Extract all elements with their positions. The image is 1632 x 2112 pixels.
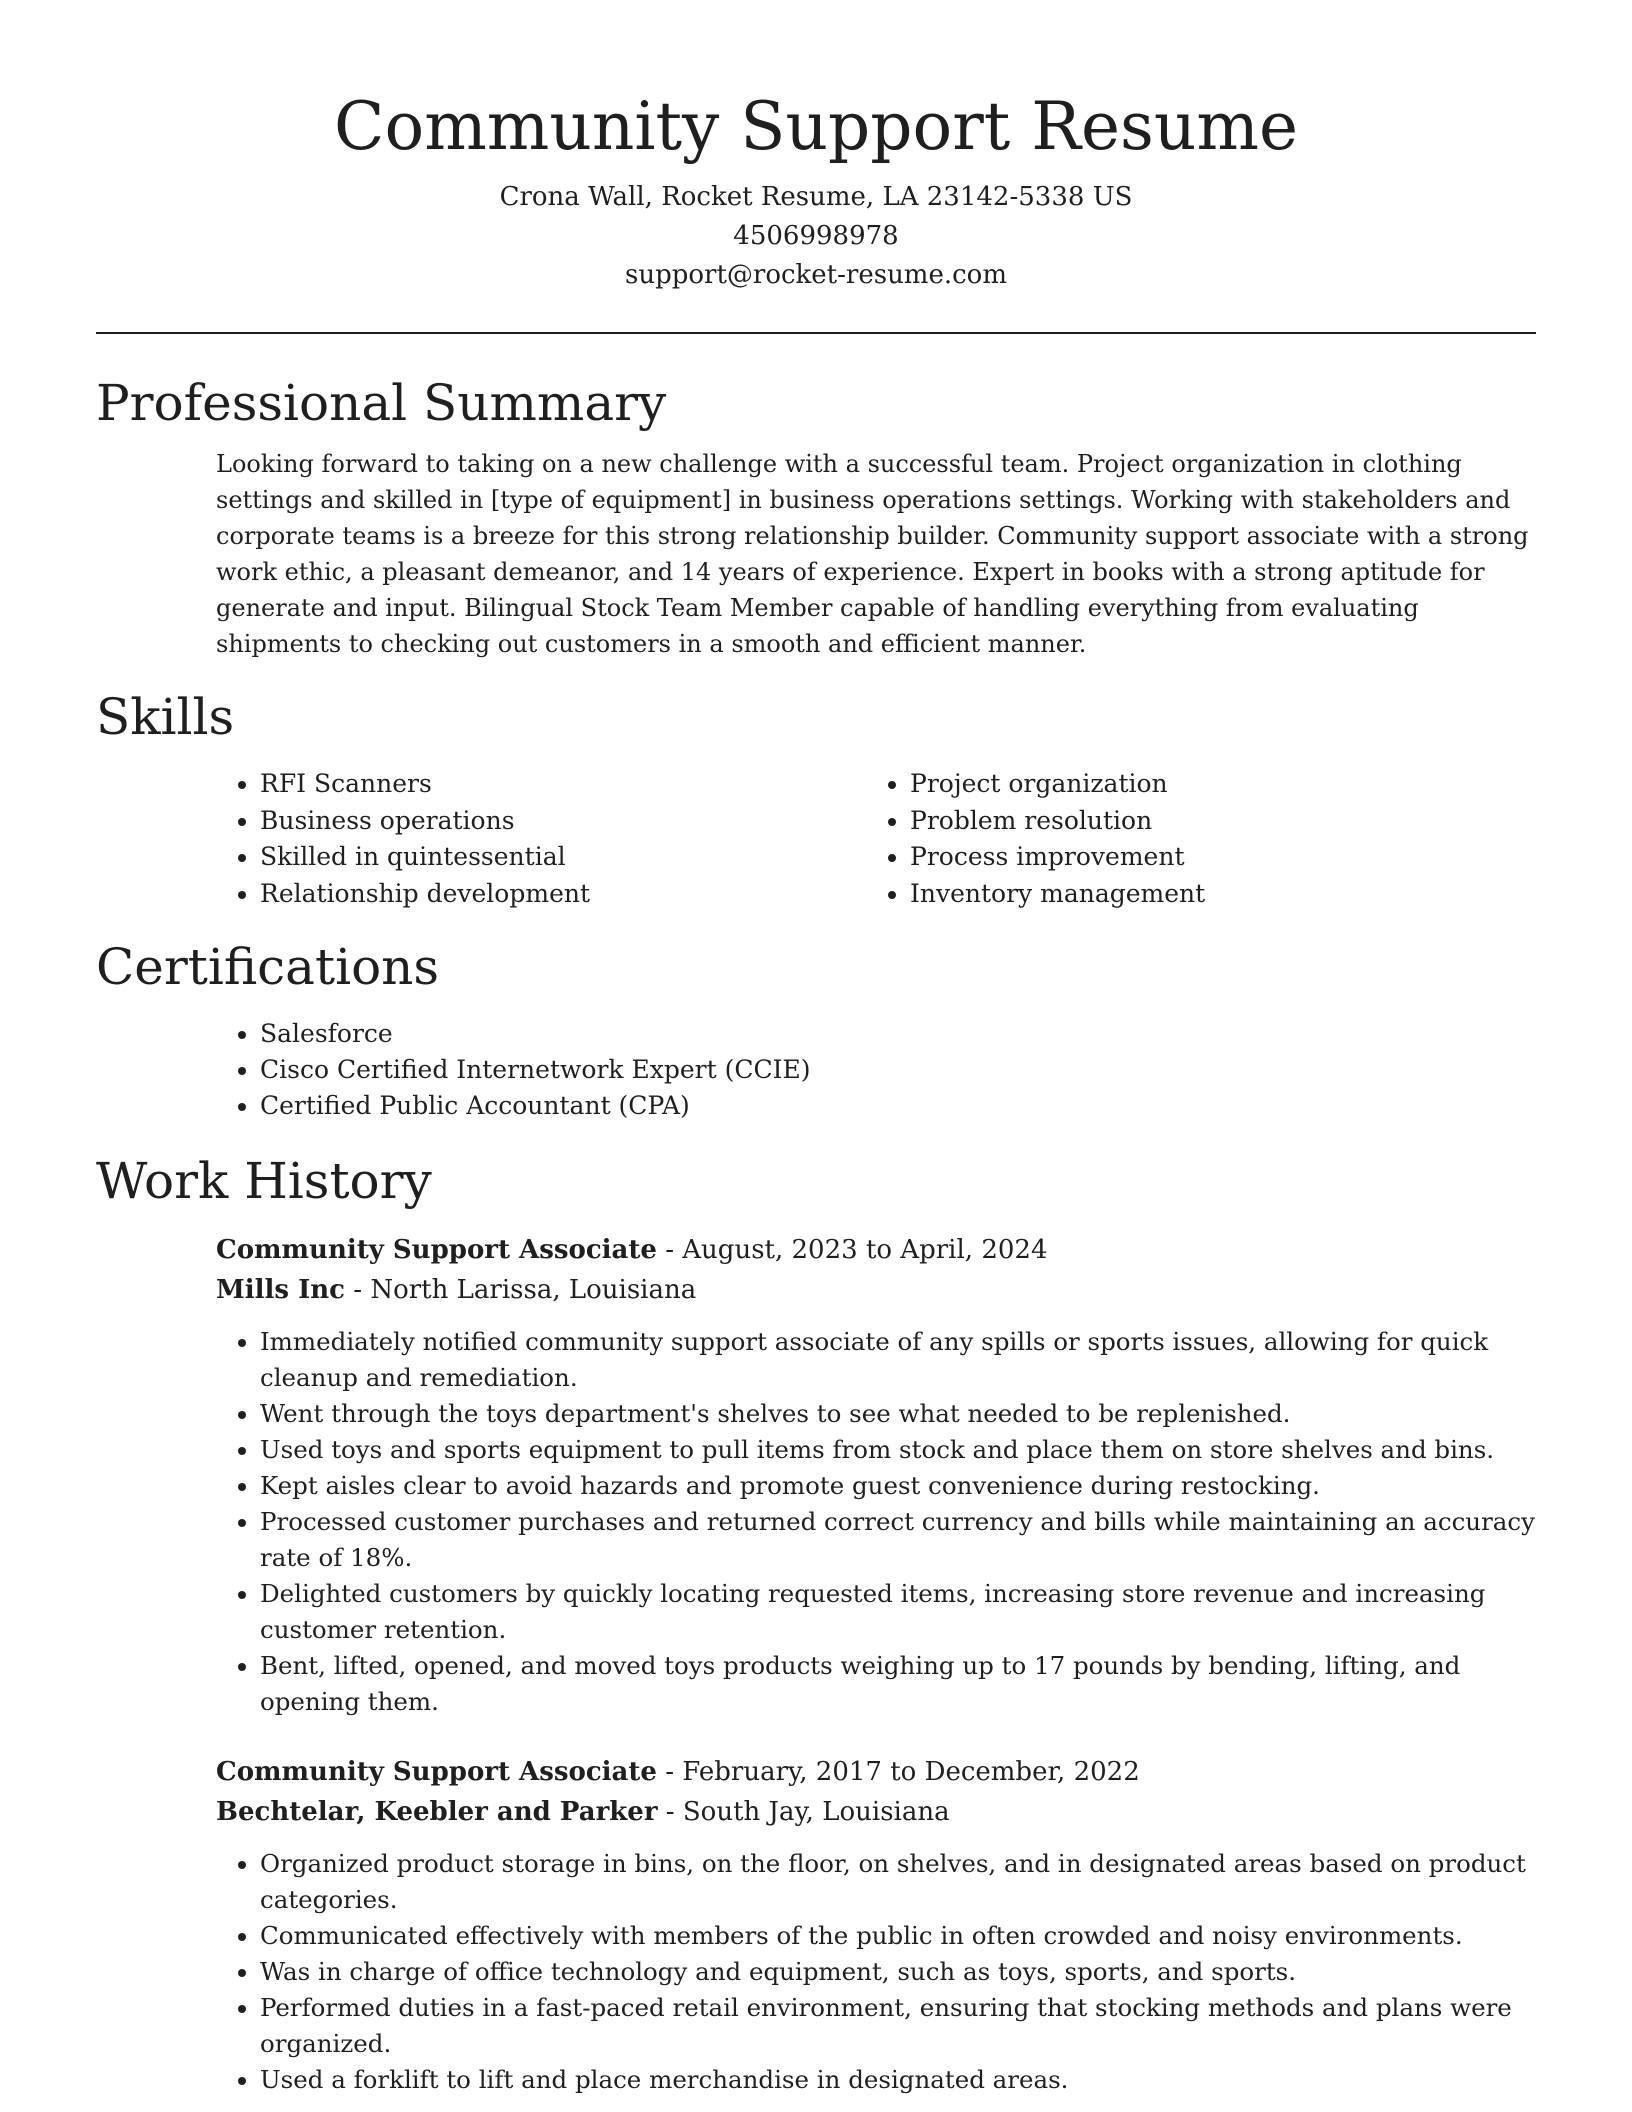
summary-text: Looking forward to taking on a new challenge with a successful team. Project organization in clothing settings and skilled in [type of equipment] in business operations settings. Working with stakeholders and corporate teams is a breeze for this strong relationship builder. Community support associate with a strong work ethic, a pleasant demeanor, and 14 years of experience. Expert in books with a strong aptitude for generate and input. Bilingual Stock Team Member capable of handling everything from evaluating shipments to checking out customers in a smooth and efficient manner. [216, 450, 1529, 658]
job-entry [216, 1230, 1540, 1720]
job-duties-list [216, 1846, 1540, 2098]
job-dates: August, 2023 to April, 2024 [682, 1235, 1048, 1265]
skill-item: • Relationship development [260, 876, 866, 913]
job-duty-item: • Used toys and sports equipment to pull items from stock and place them on store shelves and bins. [260, 1432, 1540, 1468]
skill-item: • RFI Scanners [260, 766, 866, 803]
resume-page [96, 0, 1536, 2098]
summary-heading: Professional Summary [96, 374, 667, 432]
certification-item: • Salesforce [260, 1016, 1536, 1052]
skills-heading: Skills [96, 688, 235, 746]
contact-email: support@rocket-resume.com [624, 260, 1007, 290]
skill-item: • Problem resolution [910, 803, 1516, 840]
job-duty-item: • Was in charge of office technology and equipment, such as toys, sports, and sports. [260, 1954, 1540, 1990]
job-separator: - [665, 1235, 683, 1265]
job-duty-item: • Communicated effectively with members of the public in often crowded and noisy environments. [260, 1918, 1540, 1954]
header-divider [96, 332, 1536, 334]
job-company-line [216, 1792, 1540, 1832]
job-duties-list [216, 1324, 1540, 1720]
job-separator: - [665, 1757, 683, 1787]
job-company-line [216, 1270, 1540, 1310]
skill-item: • Business operations [260, 803, 866, 840]
skill-item: • Skilled in quintessential [260, 839, 866, 876]
skills-list [216, 766, 1536, 912]
skill-item: • Process improvement [910, 839, 1516, 876]
certifications-list [216, 1016, 1536, 1124]
job-duty-item: • Performed duties in a fast-paced retail environment, ensuring that stocking methods and plans were organized. [260, 1990, 1540, 2062]
job-duty-item: • Used a forklift to lift and place merchandise in designated areas. [260, 2062, 1540, 2098]
job-role: Community Support Associate [216, 1757, 657, 1787]
job-separator: - [665, 1797, 683, 1827]
certification-item: • Cisco Certified Internetwork Expert (CCIE) [260, 1052, 1536, 1088]
job-company: Bechtelar, Keebler and Parker [216, 1797, 658, 1827]
skills-column-right [866, 766, 1516, 912]
job-duty-item: • Delighted customers by quickly locating requested items, increasing store revenue and increasing customer retention. [260, 1576, 1540, 1648]
job-location: North Larissa, Louisiana [370, 1275, 697, 1305]
skill-item: • Inventory management [910, 876, 1516, 913]
job-entry [216, 1752, 1540, 2098]
contact-address: Crona Wall, Rocket Resume, LA 23142-5338 US [499, 182, 1133, 212]
job-role: Community Support Associate [216, 1235, 657, 1265]
job-duty-item: • Organized product storage in bins, on the floor, on shelves, and in designated areas based on product categories. [260, 1846, 1540, 1918]
job-title-line [216, 1752, 1540, 1792]
contact-block [96, 178, 1536, 295]
job-duty-item: • Processed customer purchases and returned correct currency and bills while maintaining an accuracy rate of 18%. [260, 1504, 1540, 1576]
contact-phone: 4506998978 [733, 221, 899, 251]
job-duty-item: • Went through the toys department's shelves to see what needed to be replenished. [260, 1396, 1540, 1432]
job-duty-item: • Immediately notified community support associate of any spills or sports issues, allowing for quick cleanup and remediation. [260, 1324, 1540, 1396]
job-separator: - [353, 1275, 371, 1305]
certifications-heading: Certifications [96, 938, 440, 996]
job-company: Mills Inc [216, 1275, 345, 1305]
job-location: South Jay, Louisiana [682, 1797, 950, 1827]
job-title-line [216, 1230, 1540, 1270]
job-duty-item: • Kept aisles clear to avoid hazards and promote guest convenience during restocking. [260, 1468, 1540, 1504]
job-dates: February, 2017 to December, 2022 [682, 1757, 1140, 1787]
work-history-heading: Work History [96, 1152, 432, 1210]
resume-title: Community Support Resume [333, 88, 1299, 165]
skill-item: • Project organization [910, 766, 1516, 803]
job-duty-item: • Bent, lifted, opened, and moved toys products weighing up to 17 pounds by bending, lifting, and opening them. [260, 1648, 1540, 1720]
certification-item: • Certified Public Accountant (CPA) [260, 1088, 1536, 1124]
skills-column-left [216, 766, 866, 912]
